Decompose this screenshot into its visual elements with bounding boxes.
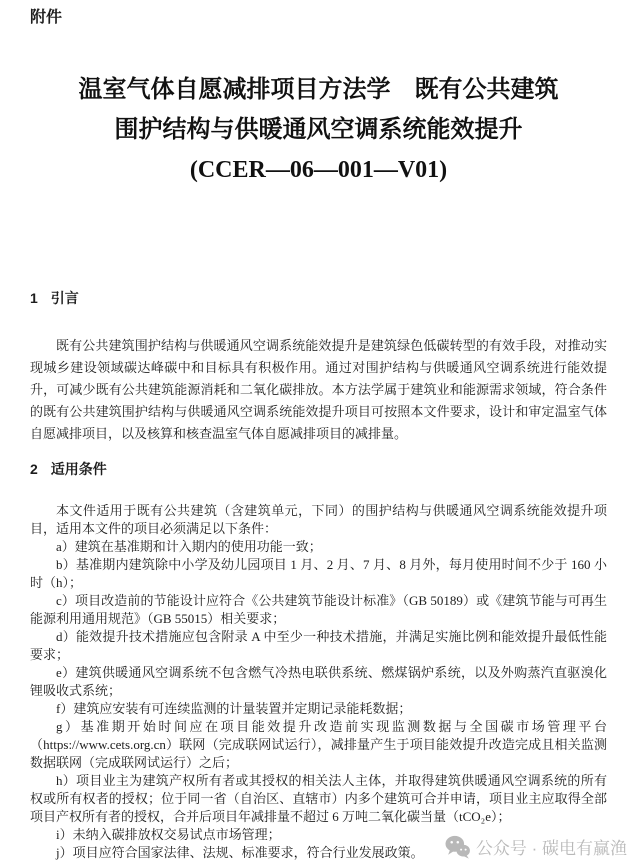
condition-item-b: b）基准期内建筑除中小学及幼儿园项目 1 月、2 月、7 月、8 月外，每月使用时间不少于 160 小时（h）；	[30, 557, 607, 590]
title-line-1: 温室气体自愿减排项目方法学 既有公共建筑	[78, 77, 559, 103]
attachment-label: 附件	[30, 9, 63, 26]
watermark-text: 公众号 · 碳电有赢渔	[475, 839, 627, 858]
condition-item-f: f）建筑应安装有可连续监测的计量装置并定期记录能耗数据；	[56, 701, 412, 716]
section-1-heading	[30, 290, 607, 307]
section-2-title: 适用条件	[50, 461, 107, 477]
section-1-number: 1	[30, 290, 38, 306]
wechat-icon	[445, 835, 470, 859]
section-1-title: 引言	[50, 290, 79, 306]
condition-item-g: g）基准期开始时间应在项目能效提升改造前实现监测数据与全国碳市场管理平台（https://www.cets.org.cn）联网（完成联网试运行），减排量产生于项目能效提升改造完成且相关监测数据联网（完成联网试运行）之后；	[30, 719, 607, 770]
document-title	[30, 70, 607, 190]
section-1-paragraph: 既有公共建筑围护结构与供暖通风空调系统能效提升是建筑绿色低碳转型的有效手段，对推动实现城乡建设领域碳达峰碳中和目标具有积极作用。通过对围护结构与供暖通风空调系统进行能效提升，可减少既有公共建筑能源消耗和二氧化碳排放。本方法学属于建筑业和能源需求领域，符合条件的既有公共建筑围护结构与供暖通风空调系统能效提升项目可按照本文件要求，设计和审定温室气体自愿减排项目，以及核算和核查温室气体自愿减排项目的减排量。	[30, 338, 607, 441]
condition-item-a: a）建筑在基准期和计入期内的使用功能一致；	[56, 539, 322, 554]
condition-item-d: d）能效提升技术措施应包含附录 A 中至少一种技术措施，并满足实施比例和能效提升最低性能要求；	[30, 629, 607, 662]
section-2-intro-paragraph: 本文件适用于既有公共建筑（含建筑单元，下同）的围护结构与供暖通风空调系统能效提升项目，适用本文件的项目必须满足以下条件：	[30, 503, 607, 536]
watermark	[445, 834, 627, 859]
condition-item-j: j）项目应符合国家法律、法规、标准要求，符合行业发展政策。	[56, 845, 424, 860]
title-code: (CCER—06—001—V01)	[189, 157, 448, 183]
section-2-number: 2	[30, 461, 38, 477]
condition-item-e: e）建筑供暖通风空调系统不包含燃气冷热电联供系统、燃煤锅炉系统，以及外购蒸汽直驱溴化锂吸收式系统；	[30, 665, 607, 698]
section-2-heading	[30, 461, 607, 478]
condition-item-i: i）未纳入碳排放权交易试点市场管理；	[56, 827, 281, 842]
condition-item-h: h）项目业主为建筑产权所有者或其授权的相关法人主体，并取得建筑供暖通风空调系统的所有权或所有权者的授权；位于同一省（自治区、直辖市）内多个建筑可合并申请，项目业主应取得全部项目产权所有者的授权，合并后项目年减排量不超过 6 万吨二氧化碳当量（tCO₂e）；	[30, 773, 607, 824]
condition-item-c: c）项目改造前的节能设计应符合《公共建筑节能设计标准》（GB 50189）或《建筑节能与可再生能源利用通用规范》（GB 55015）相关要求；	[30, 593, 607, 626]
condition-list	[30, 538, 607, 862]
title-line-2: 围护结构与供暖通风空调系统能效提升	[114, 117, 523, 143]
